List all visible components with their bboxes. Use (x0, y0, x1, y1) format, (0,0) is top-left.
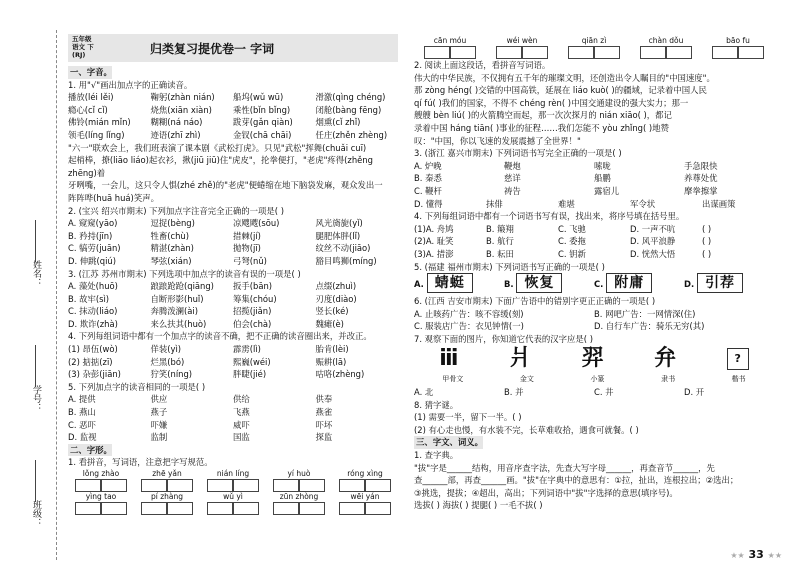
q3-option-cell[interactable]: 奔腾泼澜(ài) (150, 306, 198, 317)
q3-option-row (68, 305, 398, 318)
question-6: 1. 看拼音，写词语，注意把字写规范。 (68, 457, 213, 468)
q1-paragraph-line: 牙咧嘴，一会儿，这只令人惧(zhé zhě)的"老虎"便蜷缩在地下脑袋发麻，观众发出一 (68, 180, 383, 191)
answer-boxes-2[interactable] (68, 502, 398, 515)
q3-option-row (68, 318, 398, 331)
pinyin: pí zhàng (150, 492, 184, 501)
q2-option-cell[interactable]: 弓弩(nǔ) (233, 255, 267, 266)
question-3: 3. (江苏 苏州市期末) 下列选项中加点字的读音有误的一项是( ) (68, 268, 301, 279)
right-q4-option-cell[interactable]: D. 恍然大悟 (630, 248, 676, 259)
right-q3-option-cell[interactable]: 养尊处优 (684, 173, 718, 184)
right-q2-paragraph-line: 录着中国 háng tiān( )事业的征程……我们怎能不 yòu zhǐng( )地赞 (414, 122, 669, 133)
pinyin: cān móu (433, 36, 467, 45)
q5-options (68, 393, 398, 443)
q1-option-row (68, 104, 398, 117)
q2-option-cell[interactable]: 腿肥体胖(lǐ) (315, 230, 361, 241)
dictionary-line: "拔"字是______结构，用音序查字法，先查大写字母______，再查音节______，先 (414, 462, 715, 473)
right-q4-option-cell[interactable]: (1)A. 舟鸠 (414, 223, 454, 234)
left-column (68, 66, 398, 515)
character-box: 附庸 (606, 273, 652, 293)
q1-option-cell[interactable]: 烧焦(xiān xiàn) (150, 104, 212, 115)
q1-option-cell[interactable]: 乘性(bǐn bǐng) (233, 104, 291, 115)
q2-option-row (68, 230, 398, 243)
right-q4-option-cell[interactable]: C. 钥新 (558, 248, 586, 259)
q3-option-cell[interactable]: 刃度(diào) (315, 293, 357, 304)
q4-option-cell[interactable]: 胎肯(lèi) (315, 344, 349, 355)
q5-option-cell[interactable]: 探监 (315, 432, 333, 443)
q1-option-cell[interactable]: 领毛(líng lǐng) (68, 129, 125, 140)
student-number-line (35, 345, 36, 387)
binding-margin (0, 0, 68, 569)
q5-option-cell[interactable]: C. 恶吓 (68, 419, 96, 430)
q5-option-cell[interactable]: 供给 (233, 394, 250, 405)
riddle-2: (2) 有心走也慢，有水装不完，长草难收拾，遇食可就餐。( ) (414, 424, 639, 435)
pinyin: nián líng (216, 469, 250, 478)
right-q3-option-cell[interactable]: 祷告 (504, 185, 521, 196)
q5-option-cell[interactable]: 供应 (150, 394, 168, 405)
right-q3-option-cell[interactable]: 军令状 (630, 198, 656, 209)
pinyin: zhē yǎn (152, 469, 182, 478)
character-box: 引荐 (697, 273, 743, 293)
right-q4-option-cell[interactable]: D. 一声不吭 (630, 223, 676, 234)
q4-options (68, 343, 398, 381)
dictionary-line: 选拔( ) 海拔( ) 提腿( ) 一毛不拔( ) (414, 500, 543, 511)
right-question-8: 8. 猜字谜。 (414, 399, 459, 410)
dictionary-line: ③挑选，提拔；④超出，高出；下列词语中"拔"字选择的意思(填序号)。 (414, 487, 678, 498)
ancient-glyph: ⅲ (439, 346, 459, 372)
right-q6-option-row (414, 308, 774, 321)
q3-option-cell[interactable]: C. 抹动(liáo) (68, 306, 118, 317)
q3-option-row (68, 280, 398, 293)
q5-option-cell[interactable]: 供奉 (315, 394, 333, 405)
pinyin: lǒng zhào (82, 469, 120, 478)
q2-option-cell[interactable]: 拋物(jī) (233, 243, 261, 254)
pinyin: wǔ yì (223, 492, 243, 501)
right-question-7: 7. 观察下面的图片，你知道它代表的汉字应是( ) (414, 333, 593, 344)
right-q3-options (414, 160, 774, 210)
q3-option-cell[interactable]: A. 藻处(huō) (68, 281, 118, 292)
pinyin: chàn dǒu (648, 36, 684, 45)
q4-option-cell[interactable]: 熙巍(wéi) (233, 356, 271, 367)
q2-option-row (68, 255, 398, 268)
dictionary-paragraph (414, 462, 774, 512)
right-q4-option-cell[interactable]: ( ) (702, 223, 712, 234)
q3-option-cell[interactable]: B. 故牢(sì) (68, 293, 110, 304)
pinyin-row-2 (68, 492, 398, 502)
q1-options (68, 91, 398, 141)
answer-boxes-1[interactable] (68, 479, 398, 492)
cut-line (56, 30, 57, 560)
q1-option-cell[interactable]: 闭舱(bàng fēng) (315, 104, 382, 115)
q2-option-cell[interactable]: 逗捉(bèng) (150, 218, 195, 229)
q5-option-row (68, 431, 398, 444)
q7-choice: D. 开 (684, 387, 705, 398)
right-q4-option-cell[interactable]: B. 耘田 (486, 248, 514, 259)
dictionary-line: 查______部，再查______画。"拔"在字典中的意思有：①拉，扯出，连根拉出；②选出； (414, 475, 739, 486)
q5-choice[interactable]: C. 附庸 (594, 273, 684, 295)
q4-option-cell[interactable]: 烂黑(bó) (150, 356, 185, 367)
name-label: 姓名： (31, 260, 41, 287)
q2-option-cell[interactable]: A. 窥窥(yāo) (68, 218, 118, 229)
right-q6-option-row (414, 320, 774, 333)
subject-label: 语文 下 (72, 43, 94, 51)
right-q2-paragraph-line: 那 zòng héng( )交错的中国高铁，延展在 liáo kuò( )的疆域，记录着中国人民 (414, 85, 707, 96)
pinyin: róng xìng (347, 469, 383, 478)
q3-option-cell[interactable]: 竖长(ké) (315, 306, 349, 317)
right-q4-option-cell[interactable]: D. 风平浪静 (630, 236, 676, 247)
name-line (35, 220, 36, 262)
q5-option-cell[interactable]: 飞燕 (233, 407, 250, 418)
pinyin: wēi yán (350, 492, 380, 501)
q4-option-cell[interactable]: 胖睫(jié) (233, 369, 267, 380)
q3-options (68, 280, 398, 330)
page-title: 归类复习提优卷一 字词 (150, 42, 275, 56)
unknown-glyph-box: ? (727, 348, 749, 370)
right-q4-option-cell[interactable]: C. 飞驰 (558, 223, 586, 234)
right-q4-options (414, 223, 774, 261)
q2-option-cell[interactable]: 琴弦(xián) (150, 255, 192, 266)
q1-option-cell[interactable]: 迹语(zhī zhì) (150, 129, 201, 140)
q1-option-row (68, 91, 398, 104)
right-q4-option-cell[interactable]: ( ) (702, 236, 712, 247)
q2-option-cell[interactable]: 豁目鸣狮(míng) (315, 255, 377, 266)
q3-option-cell[interactable]: 来么扶其(huò) (150, 318, 207, 329)
right-question-9: 1. 查字典。 (414, 450, 459, 461)
right-q4-option-cell[interactable]: (3)A. 措澎 (414, 248, 454, 259)
q2-option-cell[interactable]: 精湛(zhàn) (150, 243, 194, 254)
pinyin: zūn zhòng (279, 492, 319, 501)
right-q3-option-cell[interactable]: 抹俳 (486, 198, 503, 209)
q1-paragraph (68, 142, 398, 205)
right-q3-option-cell[interactable]: 慈详 (504, 173, 521, 184)
page-number: ★★ 33 ★★ (730, 548, 782, 561)
section-character-form: 二、字形。 (70, 444, 112, 455)
q4-option-cell[interactable]: (1) 昂伍(wò) (68, 344, 118, 355)
right-q2-paragraph-line: 艘艘 bèn liú( )的火箭腾空而起，那一次次探月的 nián xiāo( )，都记 (414, 110, 672, 121)
pinyin: yí huò (287, 469, 311, 478)
q2-option-cell[interactable]: 纹丝不动(jiāo) (315, 243, 371, 254)
q4-option-cell[interactable]: (2) 掂掂(zī) (68, 356, 113, 367)
right-q6-option-cell[interactable]: B. 网吧广告：一网情深(住) (594, 308, 696, 319)
q5-option-cell[interactable]: 国监 (233, 432, 250, 443)
q1-option-row (68, 129, 398, 142)
q2-option-cell[interactable]: D. 伸跳(qiú) (68, 255, 117, 266)
q1-option-cell[interactable]: 跋芽(gǎn qiàn) (233, 117, 293, 128)
right-q3-option-row (414, 198, 774, 211)
q4-option-cell[interactable]: (3) 杂彭(jiān) (68, 369, 121, 380)
q4-option-cell[interactable]: 赈耕(lā) (315, 356, 347, 367)
right-q3-option-cell[interactable]: D. 懂得 (414, 198, 443, 209)
question-2: 2. (宝兴 绍兴市期末) 下列加点字注音完全正确的一项是( ) (68, 205, 284, 216)
script-label: 小篆 (590, 375, 605, 384)
q5-option-row (68, 393, 398, 406)
right-q3-option-cell[interactable]: 船鹏 (594, 173, 611, 184)
q3-option-row (68, 293, 398, 306)
pinyin: yìng tao (85, 492, 117, 501)
q3-option-cell[interactable]: 扳手(bān) (233, 281, 273, 292)
right-q6-option-cell[interactable]: A. 止咳药广告：咳不容缓(刻) (414, 308, 524, 319)
class-line (35, 460, 36, 502)
ancient-glyph: 弁 (654, 346, 677, 372)
q4-option-cell[interactable]: 霹雳(lì) (233, 344, 261, 355)
q5-choice[interactable]: B. 恢复 (504, 273, 594, 295)
script-label: 楷书 (731, 375, 746, 384)
script-label: 甲骨文 (442, 375, 464, 384)
right-q4-option-cell[interactable]: B. 航行 (486, 236, 514, 247)
q1-paragraph-line: "六一"联欢会上，我们班表演了课本剧《武松打虎》。只见"武松"挥舞(chuǎi cuī) (68, 142, 367, 153)
right-q3-option-cell[interactable]: 难堪 (558, 198, 575, 209)
edition-label: (RJ) (72, 51, 86, 59)
q7-choice: A. 北 (414, 387, 434, 398)
q4-option-cell[interactable]: 狞笑(níng) (150, 369, 193, 380)
right-q6-option-cell[interactable]: C. 服装店广告：衣见钟情(一) (414, 321, 524, 332)
q3-option-cell[interactable]: 点缀(zhuì) (315, 281, 357, 292)
right-q4-option-cell[interactable]: ( ) (702, 248, 712, 259)
q3-option-cell[interactable]: 伯会(chà) (233, 318, 272, 329)
q4-option-cell[interactable]: 佯装(yì) (150, 344, 182, 355)
right-q5-options (414, 273, 774, 295)
q3-option-cell[interactable]: 魏瘫(è) (315, 318, 344, 329)
ancient-script-glyphs (414, 345, 774, 373)
q7-choice: C. 井 (594, 387, 614, 398)
right-q4-option-cell[interactable]: B. 簸翔 (486, 223, 514, 234)
q1-option-cell[interactable]: 瘾心(cǐ cǐ) (68, 104, 108, 115)
q4-option-row (68, 368, 398, 381)
right-q3-option-cell[interactable]: C. 鞭杆 (414, 185, 442, 196)
q3-option-cell[interactable]: D. 欺诈(zhà) (68, 318, 118, 329)
right-q4-option-row (414, 248, 774, 261)
q5-option-cell[interactable]: B. 燕山 (68, 407, 96, 418)
right-q6-option-cell[interactable]: D. 自行车广告：骑乐无穷(其) (594, 321, 705, 332)
pinyin: bāo fu (726, 36, 750, 45)
q3-option-cell[interactable]: 筹集(chóu) (233, 293, 277, 304)
script-label: 隶书 (661, 375, 676, 384)
ancient-glyph: 爿 (509, 346, 532, 372)
character-box: 恢复 (516, 273, 562, 293)
q4-option-row (68, 356, 398, 369)
q1-option-row (68, 116, 398, 129)
q1-option-cell[interactable]: 船坞(wǔ wū) (233, 92, 284, 103)
q1-option-cell[interactable]: 烟熏(cǐ zhǐ) (315, 117, 361, 128)
section-pronunciation: 一、字音。 (70, 67, 112, 77)
q5-option-cell[interactable]: 燕子 (150, 407, 168, 418)
q5-option-cell[interactable]: 监制 (150, 432, 168, 443)
q2-options (68, 217, 398, 267)
right-q3-option-cell[interactable]: 出谋画策 (702, 198, 736, 209)
q5-option-row (68, 406, 398, 419)
grade-info (72, 35, 94, 59)
right-q4-option-row (414, 223, 774, 236)
right-q7-options (414, 386, 774, 399)
right-q2-paragraph-line: 叹："中国，你以飞速的发展震撼了全世界！" (414, 135, 581, 146)
q7-choice: B. 并 (504, 387, 524, 398)
q5-choice[interactable]: D. 引荐 (684, 273, 774, 295)
right-q2-paragraph-line: 伟大的中华民族，不仅拥有五千年的璀璨文明，还创造出令人瞩目的"中国速度"。 (414, 72, 715, 83)
q4-option-row (68, 343, 398, 356)
right-q4-option-row (414, 235, 774, 248)
q1-option-cell[interactable]: 任庄(zhěn zhèng) (315, 129, 388, 140)
q2-option-cell[interactable]: 牲畜(chù) (150, 230, 190, 241)
right-q3-option-row (414, 185, 774, 198)
q2-option-cell[interactable]: 风光旖旎(yǐ) (315, 218, 363, 229)
right-q3-option-cell[interactable]: B. 秦悉 (414, 173, 442, 184)
student-number-label: 学号： (31, 385, 41, 412)
right-q3-option-cell[interactable]: 鞭炮 (504, 160, 521, 171)
right-column (414, 36, 774, 512)
right-q2-paragraph (414, 72, 774, 148)
pinyin-row-top (414, 36, 774, 46)
q1-option-cell[interactable]: 佛铃(mián mǐn) (68, 117, 131, 128)
class-label: 班级： (31, 500, 41, 527)
right-question-2: 2. 阅读上面这段话，看拼音写词语。 (414, 60, 551, 70)
right-q4-option-cell[interactable]: C. 委拖 (558, 236, 586, 247)
right-q3-option-cell[interactable]: 摩拳擦掌 (684, 185, 718, 196)
q5-option-row (68, 419, 398, 432)
q5-option-cell[interactable]: 吓嫌 (150, 419, 168, 430)
right-q3-option-cell[interactable]: A. 炉晚 (414, 160, 442, 171)
q1-option-cell[interactable]: 播放(léi lěi) (68, 92, 114, 103)
ancient-glyph: 羿 (581, 346, 604, 372)
grade-label: 五年级 (72, 35, 92, 43)
q2-option-cell[interactable]: B. 矜持(jīn) (68, 230, 113, 241)
q3-option-cell[interactable]: 自断形影(huǐ) (150, 293, 204, 304)
q3-option-cell[interactable]: 招揽(jiǎn) (233, 306, 272, 317)
q2-option-row (68, 217, 398, 230)
right-q3-option-row (414, 160, 774, 173)
answer-boxes-top[interactable] (414, 46, 774, 59)
q5-option-cell[interactable]: A. 提供 (68, 394, 96, 405)
q1-option-cell[interactable]: 糊糊(ná náo) (150, 117, 203, 128)
right-q4-option-cell[interactable]: (2)A. 耻笑 (414, 236, 454, 247)
q1-option-cell[interactable]: 鞠躬(zhàn nián) (150, 92, 215, 103)
character-box: 蜻蜓 (427, 273, 473, 293)
q1-option-cell[interactable]: 滑激(qìng chéng) (315, 92, 386, 103)
section-word-meaning: 三、字文、词义。 (416, 437, 483, 448)
q5-option-cell[interactable]: D. 监视 (68, 432, 97, 443)
pinyin-row-1 (68, 469, 398, 479)
pinyin: qiān zì (581, 36, 607, 45)
q2-option-cell[interactable]: C. 犒劳(juān) (68, 243, 121, 254)
q5-option-cell[interactable]: 威吓 (233, 419, 250, 430)
q5-option-cell[interactable]: 吓坏 (315, 419, 333, 430)
question-4: 4. 下列每组词语中都有一个加点字的读音不确，把不正确的读音圈出来，并改正。 (68, 331, 372, 342)
right-q3-option-row (414, 172, 774, 185)
q2-option-cell[interactable]: 凉飕飕(sōu) (233, 218, 280, 229)
q1-option-cell[interactable]: 金钗(chā chāi) (233, 129, 292, 140)
right-question-5: 5. (福建 福州市期末) 下列词语书写正确的一项是( ) (414, 261, 605, 272)
script-label: 金文 (519, 375, 534, 384)
right-q2-paragraph-line: qí fú( )我们的国家，不得不 chéng rèn( )中国交通建设的强大实力；那一 (414, 97, 689, 108)
right-q3-option-cell[interactable]: 嗦咙 (594, 160, 611, 171)
q3-option-cell[interactable]: 踉踉跄跄(qiāng) (150, 281, 214, 292)
q1-paragraph-line: 阵阵哗(huā huá)笑声。 (68, 192, 159, 203)
right-question-6: 6. (江西 吉安市期末) 下面广告语中的错别字更正正确的一项是( ) (414, 296, 656, 307)
right-question-4: 4. 下列每组词语中都有一个词语书写有误，找出来，将序号填在括号里。 (414, 211, 685, 222)
question-5: 5. 下列加点字的读音相同的一项是( ) (68, 381, 206, 392)
q5-option-cell[interactable]: 燕雀 (315, 407, 333, 418)
right-q3-option-cell[interactable]: 露宿儿 (594, 185, 620, 196)
script-labels (414, 373, 774, 386)
q2-option-cell[interactable]: 措棘(jí) (233, 230, 261, 241)
right-q3-option-cell[interactable]: 手急限快 (684, 160, 718, 171)
q2-option-row (68, 242, 398, 255)
q4-option-cell[interactable]: 咕咯(zhèng) (315, 369, 365, 380)
question-1: 1. 用"√"画出加点字的正确读音。 (68, 79, 193, 90)
right-question-3: 3. (浙江 嘉兴市期末) 下列词语书写完全正确的一项是( ) (414, 148, 622, 159)
riddle-1: (1) 需要一半，留下一半。( ) (414, 412, 522, 423)
q1-paragraph-line: 起梢棒，撩(liāo liáo)起衣衫，揪(jiū jiū)住"虎皮"，抡拳便打，"老虎"疼得(zhěng zhēng)着 (68, 155, 373, 178)
right-q6-options (414, 308, 774, 333)
q5-choice[interactable]: A. 蜻蜓 (414, 273, 504, 295)
pinyin: wéi wèn (506, 36, 538, 45)
